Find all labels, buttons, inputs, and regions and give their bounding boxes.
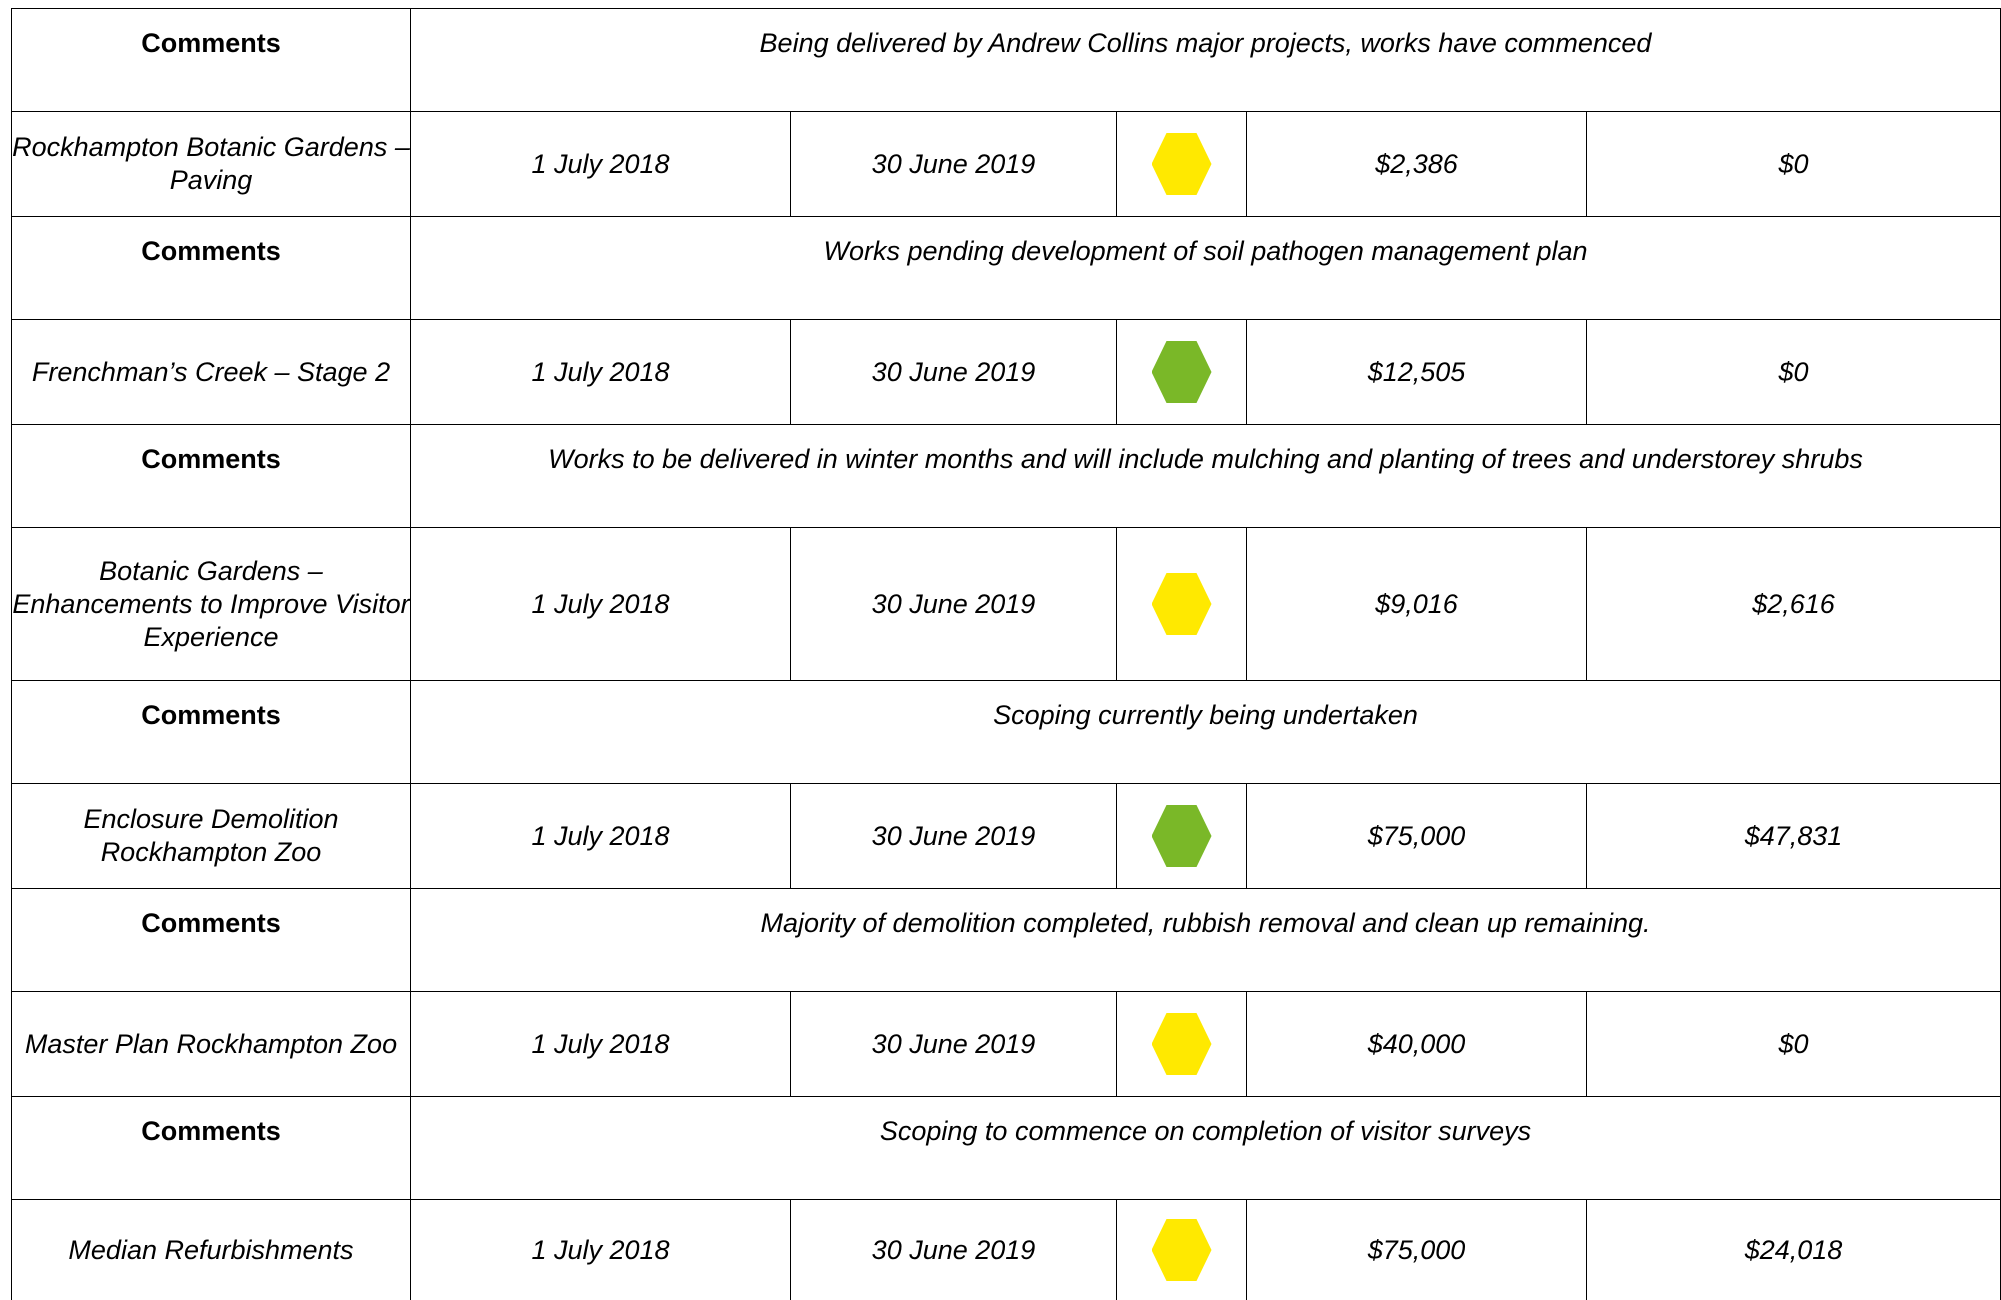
expended-amount: $47,831	[1587, 784, 2001, 889]
status-cell	[1117, 528, 1247, 681]
comment-text: Works to be delivered in winter months and will include mulching and planting of trees and understorey shrubs	[411, 425, 2001, 528]
yellow-hexagon-icon	[1152, 1219, 1212, 1281]
comments-label: Comments	[12, 889, 411, 992]
status-cell	[1117, 784, 1247, 889]
end-date: 30 June 2019	[791, 1200, 1117, 1300]
project-name: Median Refurbishments	[12, 1200, 411, 1300]
status-cell	[1117, 112, 1247, 217]
status-cell	[1117, 1200, 1247, 1300]
expended-amount: $0	[1587, 992, 2001, 1097]
green-hexagon-icon	[1152, 805, 1212, 867]
end-date: 30 June 2019	[791, 528, 1117, 681]
project-name: Master Plan Rockhampton Zoo	[12, 992, 411, 1097]
end-date: 30 June 2019	[791, 992, 1117, 1097]
budget-amount: $2,386	[1247, 112, 1587, 217]
comments-label: Comments	[12, 217, 411, 320]
comment-text: Scoping currently being undertaken	[411, 681, 2001, 784]
project-name: Frenchman’s Creek – Stage 2	[12, 320, 411, 425]
start-date: 1 July 2018	[411, 528, 791, 681]
project-row	[12, 528, 2001, 681]
comment-text: Works pending development of soil pathogen management plan	[411, 217, 2001, 320]
start-date: 1 July 2018	[411, 992, 791, 1097]
green-hexagon-icon	[1152, 341, 1212, 403]
comment-row	[12, 9, 2001, 112]
project-name: Rockhampton Botanic Gardens – Paving	[12, 112, 411, 217]
start-date: 1 July 2018	[411, 320, 791, 425]
comments-label: Comments	[12, 425, 411, 528]
expended-amount: $24,018	[1587, 1200, 2001, 1300]
project-row	[12, 992, 2001, 1097]
comments-label: Comments	[12, 9, 411, 112]
start-date: 1 July 2018	[411, 784, 791, 889]
expended-amount: $0	[1587, 320, 2001, 425]
end-date: 30 June 2019	[791, 784, 1117, 889]
project-row	[12, 112, 2001, 217]
project-row	[12, 320, 2001, 425]
start-date: 1 July 2018	[411, 112, 791, 217]
status-cell	[1117, 992, 1247, 1097]
comment-text: Being delivered by Andrew Collins major projects, works have commenced	[411, 9, 2001, 112]
comments-label: Comments	[12, 681, 411, 784]
yellow-hexagon-icon	[1152, 133, 1212, 195]
comment-row	[12, 681, 2001, 784]
comment-row	[12, 425, 2001, 528]
status-cell	[1117, 320, 1247, 425]
expended-amount: $2,616	[1587, 528, 2001, 681]
budget-amount: $9,016	[1247, 528, 1587, 681]
comment-row	[12, 1097, 2001, 1200]
comments-label: Comments	[12, 1097, 411, 1200]
capital-works-table	[11, 8, 2001, 1300]
expended-amount: $0	[1587, 112, 2001, 217]
start-date: 1 July 2018	[411, 1200, 791, 1300]
project-name: Botanic Gardens – Enhancements to Improve Visitor Experience	[12, 528, 411, 681]
budget-amount: $12,505	[1247, 320, 1587, 425]
budget-amount: $75,000	[1247, 1200, 1587, 1300]
project-name: Enclosure Demolition Rockhampton Zoo	[12, 784, 411, 889]
budget-amount: $40,000	[1247, 992, 1587, 1097]
comment-text: Majority of demolition completed, rubbish removal and clean up remaining.	[411, 889, 2001, 992]
end-date: 30 June 2019	[791, 320, 1117, 425]
yellow-hexagon-icon	[1152, 1013, 1212, 1075]
project-row	[12, 1200, 2001, 1300]
project-row	[12, 784, 2001, 889]
end-date: 30 June 2019	[791, 112, 1117, 217]
budget-amount: $75,000	[1247, 784, 1587, 889]
yellow-hexagon-icon	[1152, 573, 1212, 635]
comment-row	[12, 217, 2001, 320]
comment-row	[12, 889, 2001, 992]
comment-text: Scoping to commence on completion of visitor surveys	[411, 1097, 2001, 1200]
